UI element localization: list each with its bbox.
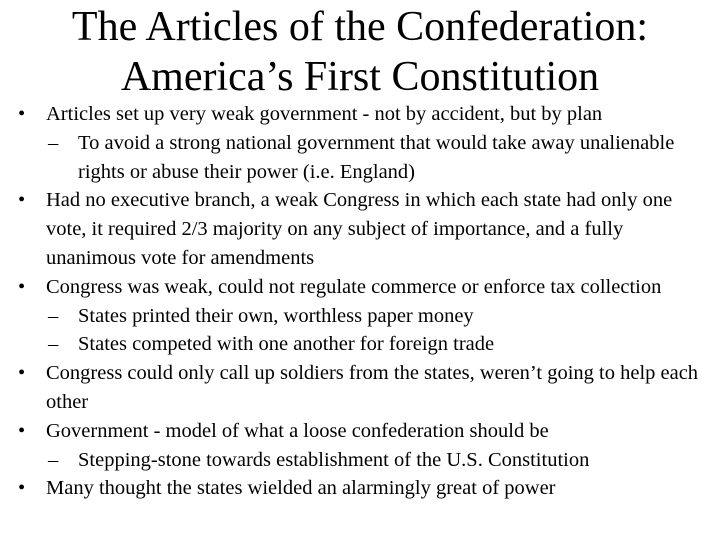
bullet-icon: •	[18, 477, 26, 500]
bullet-item	[0, 100, 716, 129]
sub-bullet-text: To avoid a strong national government that would take away unalienable rights or abuse their power (i.e. England)	[78, 131, 675, 183]
bullet-item	[0, 186, 716, 272]
dash-icon: –	[48, 333, 59, 356]
bullet-icon: •	[18, 419, 26, 442]
sub-bullet-text: Stepping-stone towards establishment of the U.S. Constitution	[78, 448, 590, 471]
slide-title	[0, 2, 720, 102]
bullet-icon: •	[18, 103, 26, 125]
bullet-item	[0, 359, 716, 417]
sub-bullet-text: States competed with one another for foreign trade	[78, 333, 495, 356]
bullet-text: Congress could only call up soldiers from the states, weren’t going to help each other	[46, 362, 699, 413]
sub-bullet-item	[0, 129, 716, 187]
title-line-2: America’s First Constitution	[120, 54, 600, 100]
bullet-text: Congress was weak, could not regulate commerce or enforce tax collection	[46, 275, 662, 298]
sub-bullet-item	[0, 302, 716, 331]
bullet-item	[0, 474, 716, 503]
bullet-text: Many thought the states wielded an alarmingly great of power	[46, 477, 556, 500]
bullet-text: Articles set up very weak government - not by accident, but by plan	[46, 103, 603, 125]
bullet-text: Had no executive branch, a weak Congress in which each state had only one vote, it required 2/3 majority on any subject of importance, and a fully unanimous vote for amendments	[46, 189, 673, 269]
bullet-item	[0, 273, 716, 302]
bullet-icon: •	[18, 189, 26, 212]
dash-icon: –	[48, 448, 59, 471]
bullet-icon: •	[18, 362, 26, 385]
sub-bullet-text: States printed their own, worthless paper money	[78, 304, 474, 327]
bullet-item	[0, 417, 716, 446]
bullet-icon: •	[18, 275, 26, 298]
dash-icon: –	[48, 131, 59, 154]
sub-bullet-item	[0, 330, 716, 359]
bullet-text: Government - model of what a loose confederation should be	[46, 419, 549, 442]
dash-icon: –	[48, 304, 59, 327]
title-line-1: The Articles of the Confederation:	[71, 4, 649, 50]
sub-bullet-item	[0, 446, 716, 475]
bullet-list	[0, 100, 720, 503]
